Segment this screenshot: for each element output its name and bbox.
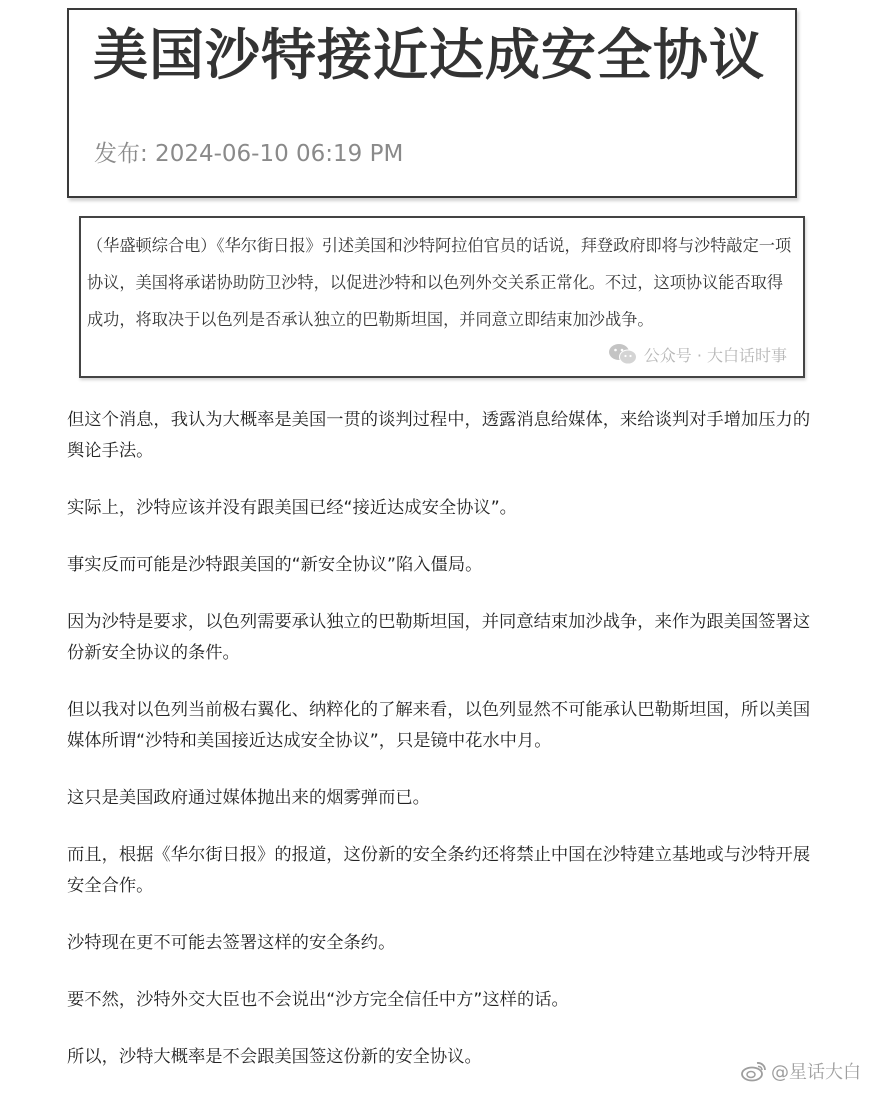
- publish-date: 发布: 2024-06-10 06:19 PM: [94, 141, 404, 167]
- paragraph: 沙特现在更不可能去签署这样的安全条约。: [67, 933, 396, 953]
- weibo-handle: @星话大白: [771, 1062, 861, 1083]
- paragraph: 这只是美国政府通过媒体抛出来的烟雾弹而已。: [67, 788, 430, 808]
- wechat-watermark: [608, 342, 787, 366]
- headline-card: [67, 8, 797, 198]
- quote-card: [79, 216, 805, 378]
- paragraph: 因为沙特是要求，以色列需要承认独立的巴勒斯坦国，并同意结束加沙战争，来作为跟美国签署这份新安全协议的条件。: [67, 612, 811, 663]
- wechat-icon: [608, 342, 638, 366]
- paragraph: 实际上，沙特应该并没有跟美国已经“接近达成安全协议”。: [67, 498, 517, 518]
- paragraph: 事实反而可能是沙特跟美国的“新安全协议”陷入僵局。: [67, 555, 483, 575]
- weibo-watermark: [741, 1058, 861, 1084]
- paragraph: 但这个消息，我认为大概率是美国一贯的谈判过程中，透露消息给媒体，来给谈判对手增加压力的舆论手法。: [67, 410, 811, 461]
- paragraph: 但以我对以色列当前极右翼化、纳粹化的了解来看，以色列显然不可能承认巴勒斯坦国，所以美国媒体所谓“沙特和美国接近达成安全协议”，只是镜中花水中月。: [67, 700, 811, 751]
- watermark-text: 公众号 · 大白话时事: [643, 345, 787, 365]
- headline-title: 美国沙特接近达成安全协议: [93, 23, 766, 87]
- quote-text: （华盛顿综合电）《华尔街日报》引述美国和沙特阿拉伯官员的话说，拜登政府即将与沙特敲定一项协议，美国将承诺协助防卫沙特，以促进沙特和以色列外交关系正常化。不过，这项协议能否取得成功，将取决于以色列是否承认独立的巴勒斯坦国，并同意立即结束加沙战争。: [87, 236, 792, 329]
- article-body: [67, 405, 827, 1099]
- paragraph: 要不然，沙特外交大臣也不会说出“沙方完全信任中方”这样的话。: [67, 990, 569, 1010]
- paragraph: 所以，沙特大概率是不会跟美国签这份新的安全协议。: [67, 1047, 482, 1067]
- paragraph: 而且，根据《华尔街日报》的报道，这份新的安全条约还将禁止中国在沙特建立基地或与沙特开展安全合作。: [67, 845, 811, 896]
- weibo-icon: [741, 1060, 767, 1082]
